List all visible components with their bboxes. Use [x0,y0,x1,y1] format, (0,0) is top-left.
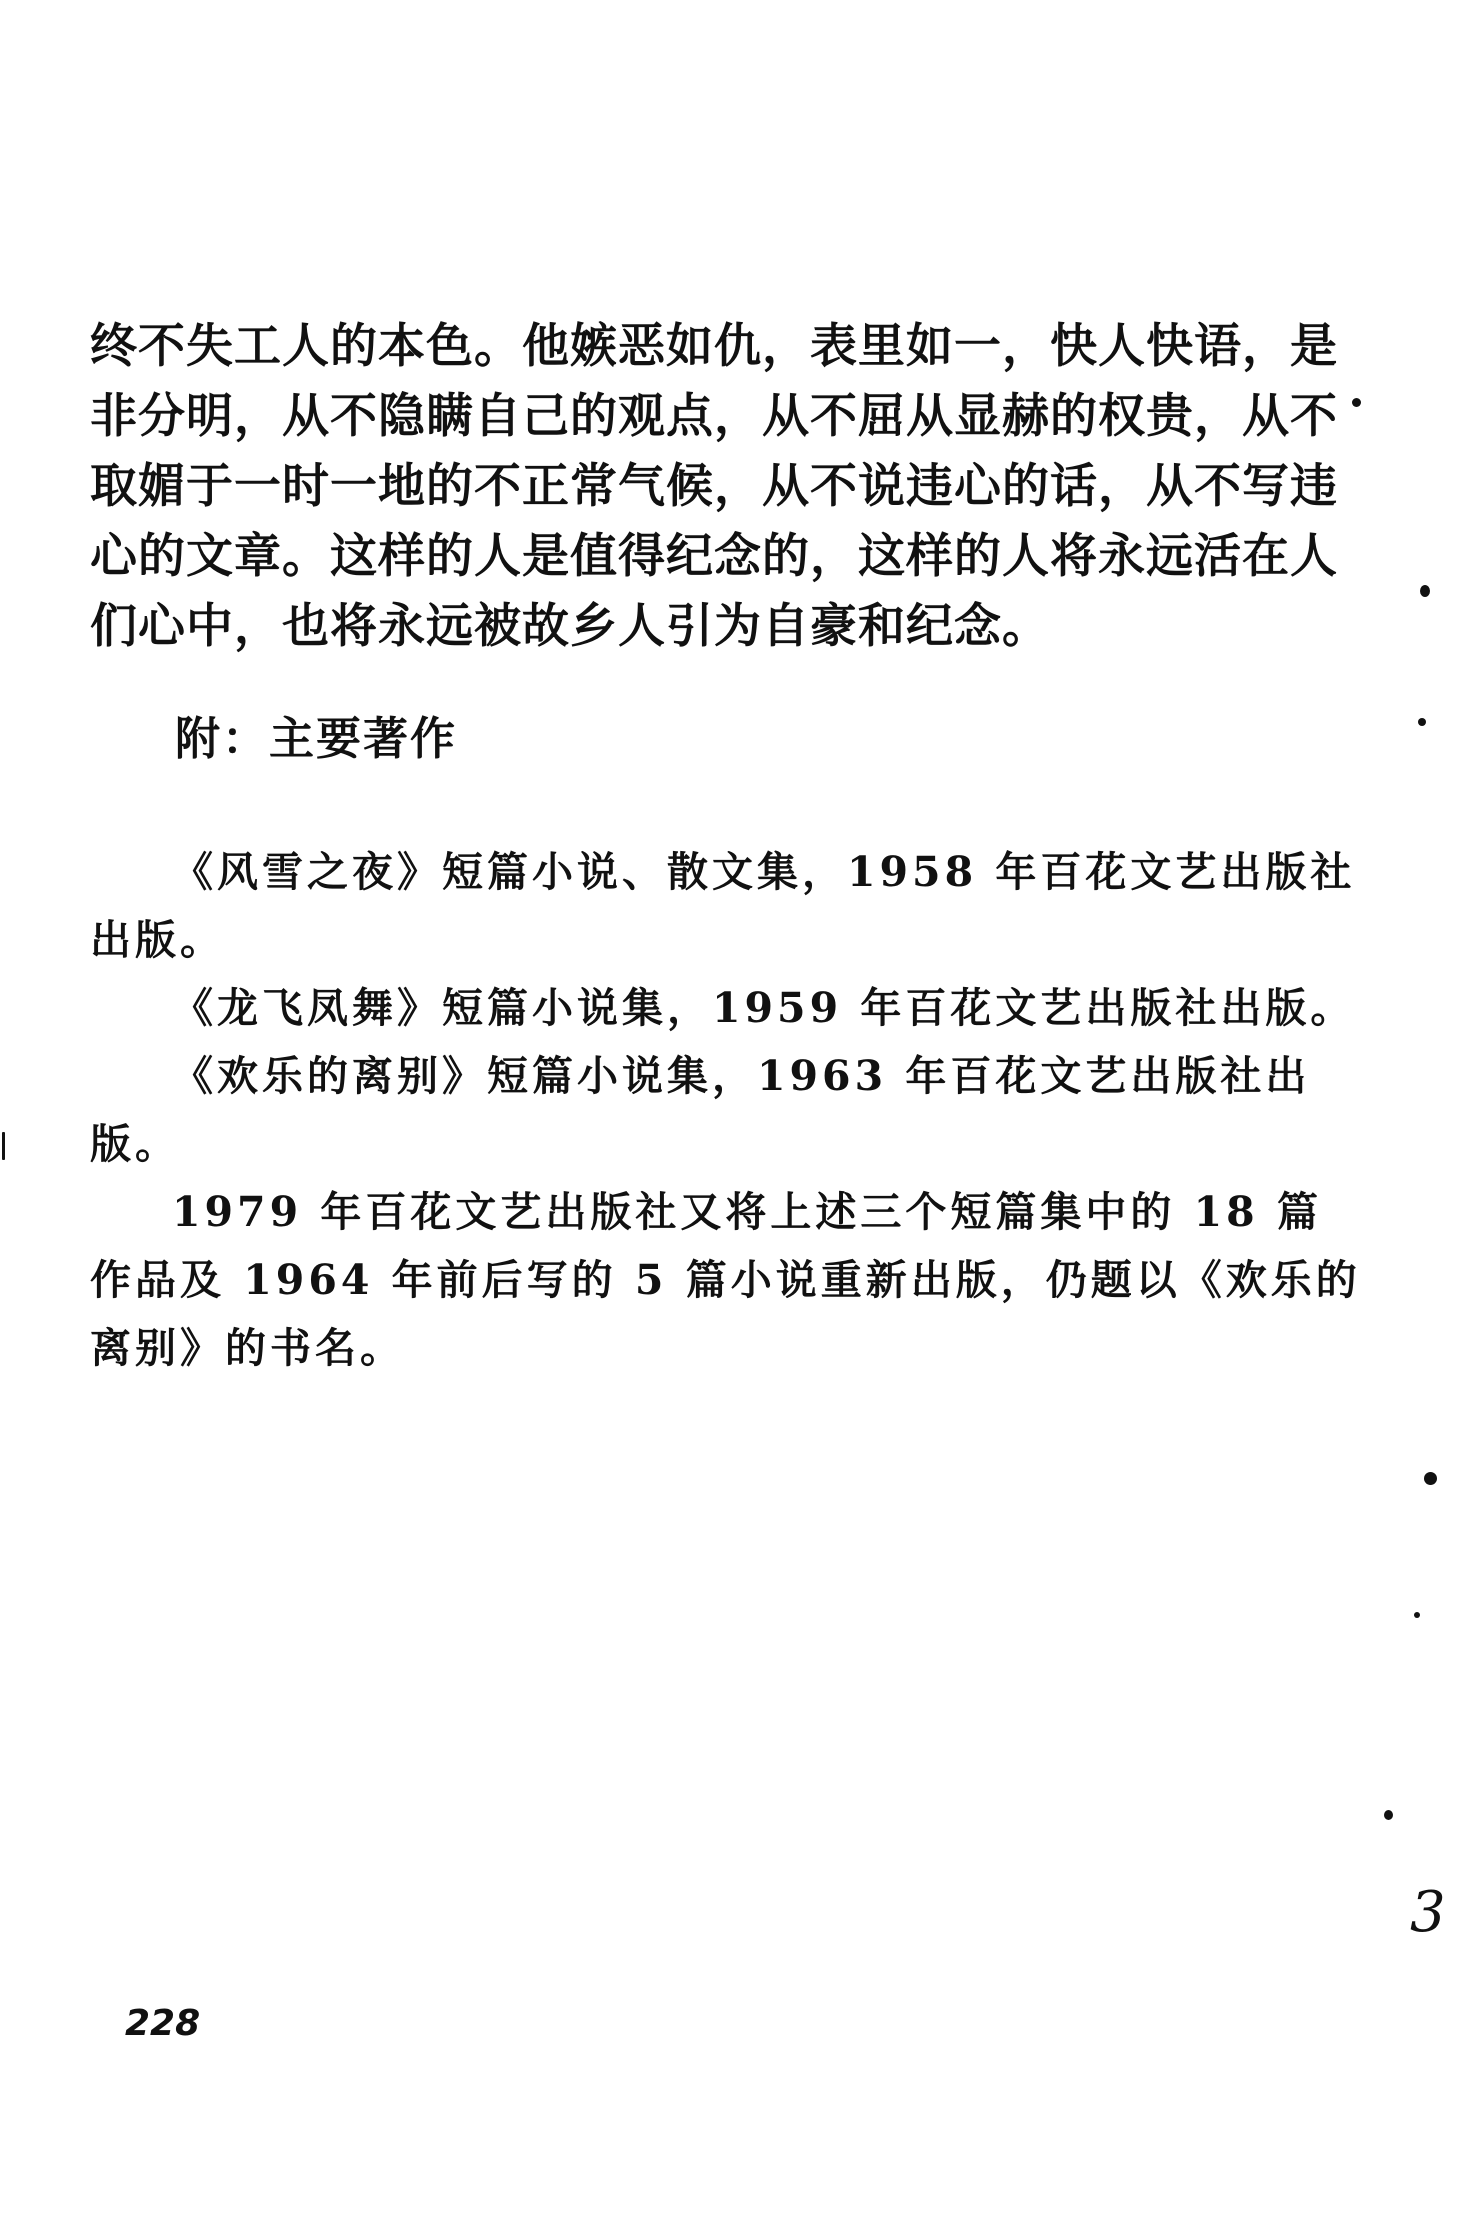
body-paragraph [90,312,1338,662]
works-list [90,838,1361,1382]
body-line: 非分明，从不隐瞒自己的观点，从不屈从显赫的权贵，从不 [90,389,1338,444]
work-entry-line: 1979 年百花文艺出版社又将上述三个短篇集中的 18 篇 [172,1188,1322,1236]
work-entry-line: 《风雪之夜》短篇小说、散文集，1958 年百花文艺出版社 [172,848,1356,896]
page-number: 228 [125,2003,201,2044]
scan-speck [2,1132,5,1160]
work-entry-line: 《龙飞凤舞》短篇小说集，1959 年百花文艺出版社出版。 [172,984,1356,1032]
work-entry-line: 《欢乐的离别》短篇小说集，1963 年百花文艺出版社出 [172,1052,1311,1100]
body-line: 心的文章。这样的人是值得纪念的，这样的人将永远活在人 [90,529,1338,584]
scan-speck [1384,1810,1393,1820]
scan-speck [1424,1472,1437,1485]
section-heading: 附：主要著作 [175,712,458,765]
scan-speck [1418,718,1426,726]
scan-speck [1414,1612,1420,1618]
work-entry-line: 离别》的书名。 [90,1324,405,1372]
work-entry-line: 作品及 1964 年前后写的 5 篇小说重新出版，仍题以《欢乐的 [90,1256,1361,1304]
body-line: 终不失工人的本色。他嫉恶如仇，表里如一，快人快语，是 [90,319,1338,374]
body-line: 们心中，也将永远被故乡人引为自豪和纪念。 [90,599,1050,654]
work-entry-line: 版。 [90,1120,180,1168]
work-entry-line: 出版。 [90,916,225,964]
body-line: 取媚于一时一地的不正常气候，从不说违心的话，从不写违 [90,459,1338,514]
handwritten-margin-mark: 3 [1410,1880,1446,1945]
scan-speck [1352,398,1361,407]
scan-speck [1420,585,1430,597]
